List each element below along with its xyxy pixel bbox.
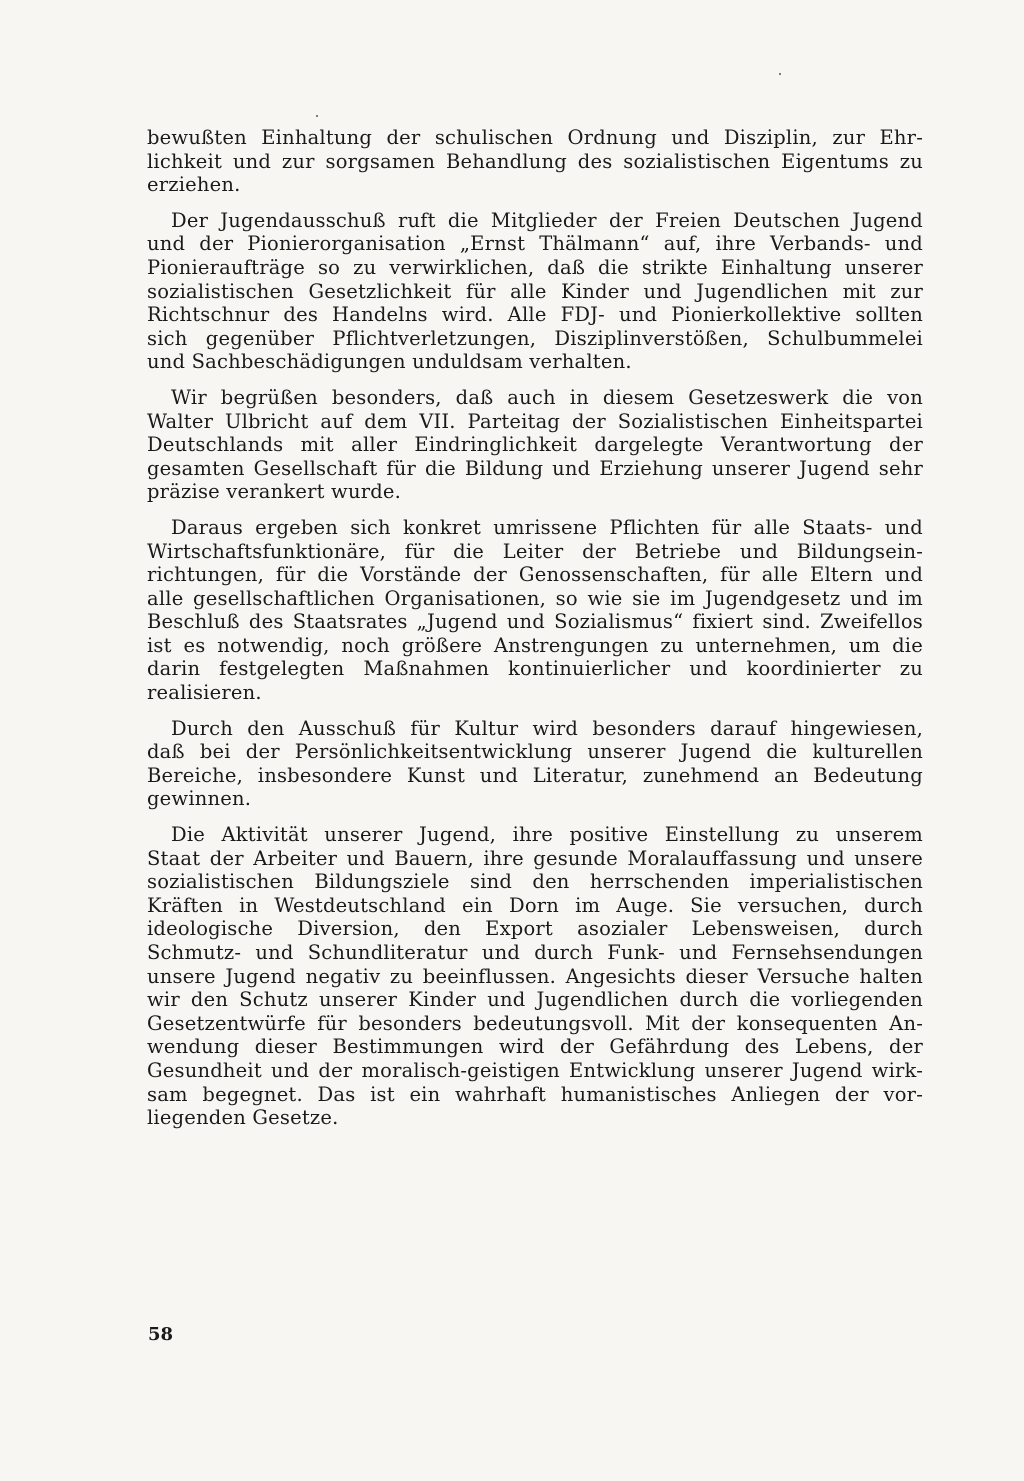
paragraph: [147, 209, 923, 374]
text-line: unsere Jugend negativ zu beeinflussen. Angesichts dieser Versuche halten: [147, 964, 923, 988]
page-number: 58: [148, 1324, 174, 1345]
text-line: Bereiche, insbesondere Kunst und Literatur, zunehmend an Bedeutung: [147, 763, 923, 787]
paragraph: [147, 823, 923, 1130]
scan-speck: [779, 73, 781, 75]
text-line: Pionieraufträge so zu verwirklichen, daß die strikte Einhaltung unserer: [147, 255, 923, 279]
text-line: Die Aktivität unserer Jugend, ihre positive Einstellung zu unserem: [171, 823, 923, 847]
text-line: Richtschnur des Handelns wird. Alle FDJ- und Pionierkollektive sollten: [147, 303, 923, 327]
text-line: ist es notwendig, noch größere Anstrengungen zu unternehmen, um die: [147, 633, 923, 657]
text-line: sozialistischen Bildungsziele sind den herrschenden imperialistischen: [147, 870, 923, 894]
scan-speck: [316, 115, 318, 117]
text-line: Durch den Ausschuß für Kultur wird besonders darauf hingewiesen,: [171, 716, 923, 740]
paragraph: [147, 126, 923, 197]
text-line: und der Pionierorganisation „Ernst Thälmann“ auf, ihre Verbands- und: [147, 232, 923, 256]
text-line: präzise verankert wurde.: [147, 480, 402, 504]
text-line: ideologische Diversion, den Export asozialer Lebensweisen, durch: [147, 917, 923, 941]
text-line: sam begegnet. Das ist ein wahrhaft humanistisches Anliegen der vor-: [147, 1082, 923, 1106]
text-line: Walter Ulbricht auf dem VII. Parteitag der Sozialistischen Einheitspartei: [147, 409, 923, 433]
text-line: wendung dieser Bestimmungen wird der Gefährdung des Lebens, der: [147, 1035, 923, 1059]
text-line: daß bei der Persönlichkeitsentwicklung unserer Jugend die kulturellen: [147, 740, 923, 764]
text-line: Gesundheit und der moralisch-geistigen Entwicklung unserer Jugend wirk-: [147, 1058, 923, 1082]
text-line: alle gesellschaftlichen Organisationen, so wie sie im Jugendgesetz und im: [147, 586, 923, 610]
text-line: sozialistischen Gesetzlichkeit für alle Kinder und Jugendlichen mit zur: [147, 279, 923, 303]
text-line: gewinnen.: [147, 787, 252, 811]
body-text: [147, 126, 923, 1142]
text-line: Kräften in Westdeutschland ein Dorn im Auge. Sie versuchen, durch: [147, 893, 923, 917]
text-line: Schmutz- und Schundliteratur und durch Funk- und Fernsehsendungen: [147, 941, 923, 964]
text-line: Der Jugendausschuß ruft die Mitglieder der Freien Deutschen Jugend: [171, 208, 923, 232]
text-line: Wir begrüßen besonders, daß auch in diesem Gesetzeswerk die von: [171, 385, 923, 409]
text-line: Daraus ergeben sich konkret umrissene Pflichten für alle Staats- und: [171, 515, 923, 539]
text-line: darin festgelegten Maßnahmen kontinuierlicher und koordinierter zu: [147, 657, 923, 681]
paragraph: [147, 386, 923, 504]
text-line: lichkeit und zur sorgsamen Behandlung des sozialistischen Eigentums zu: [147, 149, 923, 173]
text-line: Staat der Arbeiter und Bauern, ihre gesunde Moralauffassung und unsere: [147, 846, 923, 870]
paragraph: [147, 516, 923, 705]
text-line: realisieren.: [147, 681, 262, 705]
text-line: und Sachbeschädigungen unduldsam verhalten.: [147, 350, 632, 374]
text-line: sich gegenüber Pflichtverletzungen, Disziplinverstößen, Schulbummelei: [147, 326, 923, 350]
text-line: Beschluß des Staatsrates „Jugend und Sozialismus“ fixiert sind. Zweifellos: [147, 610, 923, 634]
text-line: richtungen, für die Vorstände der Genossenschaften, für alle Eltern und: [147, 563, 923, 587]
paragraph: [147, 717, 923, 811]
text-line: Wirtschaftsfunktionäre, für die Leiter der Betriebe und Bildungsein-: [147, 539, 923, 563]
text-line: wir den Schutz unserer Kinder und Jugendlichen durch die vorliegenden: [147, 988, 923, 1012]
text-line: erziehen.: [147, 173, 241, 197]
text-line: bewußten Einhaltung der schulischen Ordnung und Disziplin, zur Ehr-: [147, 126, 923, 149]
text-line: Gesetzentwürfe für besonders bedeutungsvoll. Mit der konsequenten An-: [147, 1011, 923, 1035]
text-line: gesamten Gesellschaft für die Bildung und Erziehung unserer Jugend sehr: [147, 456, 923, 480]
text-line: Deutschlands mit aller Eindringlichkeit dargelegte Verantwortung der: [147, 433, 923, 457]
text-line: liegenden Gesetze.: [147, 1106, 339, 1130]
